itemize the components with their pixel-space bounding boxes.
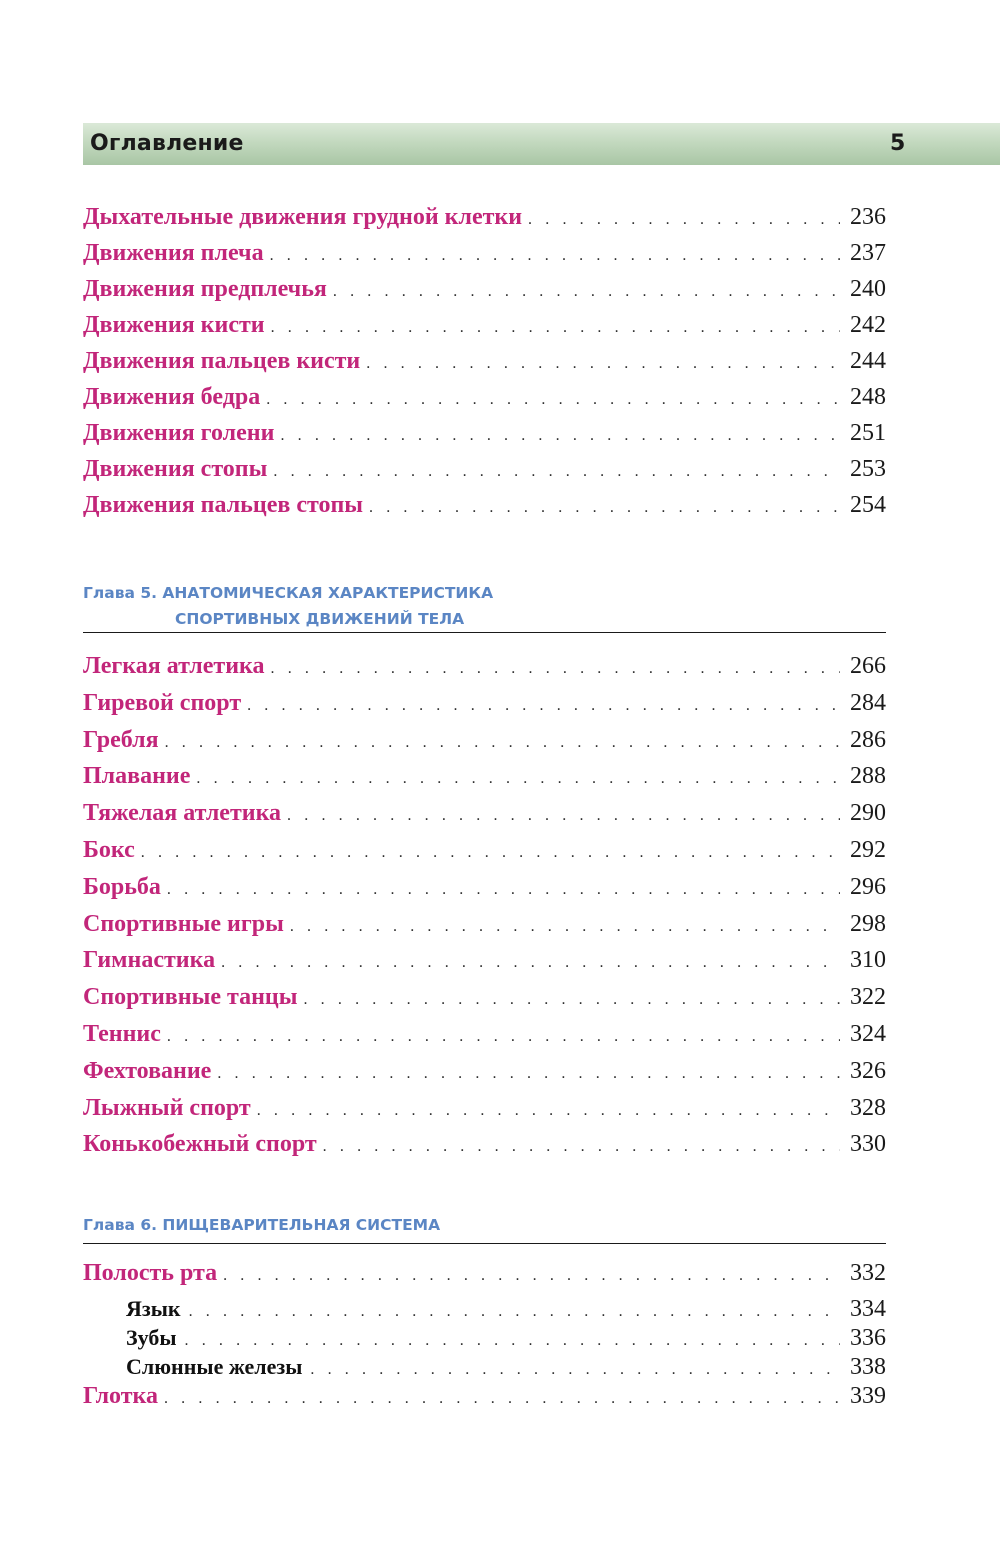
toc-entry-page: 296 [850,873,886,900]
toc-entry-page: 326 [850,1057,886,1084]
dot-leader [247,697,840,715]
toc-entry-title: Лыжный спорт [83,1094,251,1121]
toc-section-chapter-5 [83,653,886,1168]
dot-leader [164,1390,840,1408]
toc-entry[interactable] [83,492,886,528]
toc-entry[interactable] [83,947,886,984]
toc-entry-title: Теннис [83,1020,161,1047]
toc-entry-page: 236 [850,204,886,230]
dot-leader [167,1028,840,1046]
dot-leader [323,1138,840,1156]
toc-entry-title: Гиревой спорт [83,689,242,716]
dot-leader [290,918,840,936]
chapter-heading [83,580,886,632]
chapter-divider [83,632,886,633]
dot-leader [217,1065,840,1083]
toc-entry-title: Дыхательные движения грудной клетки [83,204,523,230]
toc-entry[interactable] [83,984,886,1021]
toc-entry[interactable] [83,837,886,874]
dot-leader [141,844,840,862]
toc-entry-title: Легкая атлетика [83,653,265,679]
chapter-heading-line: Глава 5. АНАТОМИЧЕСКАЯ ХАРАКТЕРИСТИКА [83,584,494,602]
toc-entry-page: 254 [850,492,886,518]
toc-entry-page: 244 [850,348,886,374]
toc-entry-title: Движения пальцев стопы [83,492,364,518]
toc-entry-page: 288 [850,763,886,790]
toc-entry-title: Тяжелая атлетика [83,800,282,827]
toc-entry-title: Полость рта [83,1260,218,1286]
toc-entry[interactable] [83,1260,886,1296]
dot-leader [196,770,840,788]
toc-entry-page: 240 [850,276,886,302]
toc-entry-page: 328 [850,1094,886,1121]
dot-leader [221,954,840,972]
dot-leader [528,211,840,229]
toc-entry-title: Движения бедра [83,384,261,410]
toc-entry-title: Фехтование [83,1057,212,1084]
toc-entry-page: 242 [850,312,886,338]
toc-entry[interactable] [83,763,886,800]
toc-entry[interactable] [83,1058,886,1095]
dot-leader [165,734,840,752]
toc-entry-page: 286 [850,726,886,753]
toc-section-chapter-6 [83,1260,886,1419]
toc-entry-title: Гимнастика [83,947,216,974]
toc-entry-page: 290 [850,800,886,827]
toc-entry-title: Глотка [83,1383,158,1409]
toc-entry-page: 237 [850,240,886,266]
toc-entry[interactable] [83,1021,886,1058]
toc-entry-page: 298 [850,910,886,937]
chapter-heading-line: СПОРТИВНЫХ ДВИЖЕНИЙ ТЕЛА [175,610,465,628]
toc-entry[interactable] [83,384,886,420]
dot-leader [273,463,840,481]
dot-leader [310,1361,840,1379]
toc-entry-page: 310 [850,947,886,974]
dot-leader [280,427,840,445]
dot-leader [303,991,840,1009]
toc-entry-page: 339 [850,1383,886,1409]
toc-entry-title: Спортивные игры [83,910,284,937]
toc-entry[interactable] [83,874,886,911]
toc-entry[interactable] [83,420,886,456]
toc-entry-page: 324 [850,1020,886,1047]
toc-entry[interactable] [83,348,886,384]
toc-entry[interactable] [83,204,886,240]
toc-entry-page: 330 [850,1131,886,1158]
toc-entry[interactable] [83,911,886,948]
toc-subentry-title: Зубы [126,1325,177,1350]
toc-entry-title: Плавание [83,763,191,790]
toc-entry[interactable] [83,456,886,492]
toc-entry-page: 251 [850,420,886,446]
toc-entry-page: 284 [850,689,886,716]
toc-entry-title: Движения пальцев кисти [83,348,361,374]
dot-leader [257,1102,840,1120]
dot-leader [270,247,840,265]
toc-entry[interactable] [83,312,886,348]
toc-entry[interactable] [83,1383,886,1419]
toc-section-movements [83,204,886,528]
chapter-heading-line: Глава 6. ПИЩЕВАРИТЕЛЬНАЯ СИСТЕМА [83,1216,441,1234]
toc-subentry-title: Язык [126,1296,181,1321]
toc-entry-title: Гребля [83,726,159,753]
dot-leader [333,283,840,301]
toc-subentry[interactable] [83,1354,886,1383]
toc-entry-title: Движения голени [83,420,275,446]
dot-leader [189,1303,840,1321]
toc-subentry-page: 338 [850,1354,886,1380]
toc-subentry-page: 334 [850,1296,886,1322]
toc-entry[interactable] [83,1095,886,1132]
toc-entry-title: Конькобежный спорт [83,1131,317,1158]
toc-entry[interactable] [83,1131,886,1168]
chapter-heading [83,1212,886,1238]
toc-entry-title: Движения плеча [83,240,264,266]
toc-entry[interactable] [83,727,886,764]
dot-leader [223,1267,840,1285]
toc-entry[interactable] [83,690,886,727]
dot-leader [185,1332,841,1350]
toc-entry-title: Бокс [83,836,135,863]
dot-leader [271,319,840,337]
toc-entry[interactable] [83,800,886,837]
toc-subentry[interactable] [83,1296,886,1325]
toc-subentry-page: 336 [850,1325,886,1351]
toc-subentry-title: Слюнные железы [126,1354,303,1379]
dot-leader [167,881,840,899]
toc-entry-page: 292 [850,836,886,863]
dot-leader [366,355,840,373]
toc-entry-page: 332 [850,1260,886,1286]
toc-entry[interactable] [83,240,886,276]
running-header-title: Оглавление [90,131,244,156]
dot-leader [271,660,841,678]
toc-entry-title: Борьба [83,873,161,900]
running-header-page-number: 5 [890,131,906,156]
toc-entry-page: 248 [850,384,886,410]
toc-entry-title: Движения стопы [83,456,268,482]
toc-entry-page: 322 [850,984,886,1011]
dot-leader [287,807,840,825]
dot-leader [369,499,840,517]
toc-entry-page: 253 [850,456,886,482]
toc-entry-title: Спортивные танцы [83,984,298,1011]
toc-entry-title: Движения предплечья [83,276,327,302]
toc-entry-page: 266 [850,653,886,679]
toc-entry[interactable] [83,653,886,690]
toc-subentry[interactable] [83,1325,886,1354]
toc-entry[interactable] [83,276,886,312]
dot-leader [266,391,840,409]
toc-entry-title: Движения кисти [83,312,265,338]
chapter-divider [83,1243,886,1244]
